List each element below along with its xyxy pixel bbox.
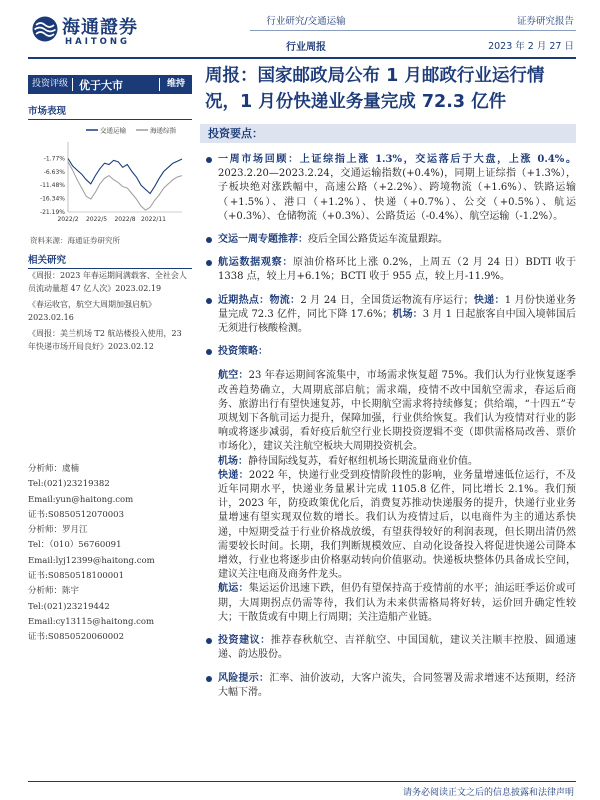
strategy-text: 集运运价迅速下跌，但仍有望保持高于疫情前的水平；油运旺季运价或可期，大周期拐点仍需等待，我们认为未来供需格局将好转，运价回升确定性较大；干散货或有中期上行周期；关注造船产业链。 [218,583,577,623]
y-tick-label: -21.19% [39,209,65,216]
analyst-email: Email:lyj12399@haitong.com [28,555,155,566]
bullet-dot-icon [206,638,212,644]
hotspot-label: 快递： [473,294,505,306]
analyst-email: Email:cy13115@haitong.com [28,616,155,627]
x-tick-label: 2022/5 [85,216,108,223]
report-date: 2023 年 2 月 27 日 [488,41,574,52]
hotspot-text: 3 月 1 日起旅客自中国入境韩国后无须进行核酸检测。 [218,308,577,335]
rating-label: 投资评级 [28,78,73,91]
header-rule [28,57,576,59]
bullet-investment-advice [205,634,576,662]
report-title: 周报：国家邮政局公布 1 月邮政行业运行情况，1 月份快递业务量完成 72.3 亿件 [205,66,545,112]
strategy-label: 机场： [218,455,248,467]
legend-label-index: 海通综指 [150,126,176,135]
hotspot-text: 2 月 24 日，全国货运物流有序运行； [300,294,474,306]
related-title: 《周报：美兰机场 T2 航站楼投入使用，23 年快递市场开局良好》 [28,329,182,351]
analyst-block [28,584,192,645]
strategy-text: 静待国际线复苏，看好枢纽机场长期流量商业价值。 [248,455,478,467]
strategy-label: 航运： [218,583,249,595]
analyst-certificate: 证书:S0850512070003 [28,509,124,520]
related-date: 2023.02.16 [28,312,74,322]
header-thin-divider [250,30,576,31]
analyst-tel: Tel:(021)23219382 [28,479,110,490]
y-tick-label: -1.77% [43,155,65,163]
analyst-email: Email:yun@haitong.com [28,494,134,505]
bullet-market-review [205,153,576,224]
y-tick-label: -6.63% [43,168,65,176]
related-title: 《春运收官，航空大周期加强启航》 [28,300,156,309]
haitong-index-series-line [68,162,182,210]
analyst-name: 分析师：虞楠 [28,464,80,474]
bullet-dot-icon [206,157,212,163]
report-label: 证券研究报告 [516,16,574,27]
rating-action: 维持 [159,78,192,91]
strategy-paragraph-shipping [218,582,576,625]
bullet-label: 交运一周专题推荐： [218,234,308,246]
bullet-dot-icon [206,298,212,304]
chart-source-note: 资料来源：海通证券研究所 [30,236,120,245]
bullet-label: 近期热点： [218,294,270,306]
market-chart [28,118,188,230]
analyst-tel: Tel:(021)23219442 [28,601,110,612]
key-points-list [205,153,576,709]
related-title: 《周报：2023 年春运期间满载客、全社会人员流动量超 47 亿人次》 [28,271,187,293]
bullet-text: 2023.2.20—2023.2.24，交通运输指数(+0.4%)，同期上证综指（+1.3%），子板块绝对涨跌幅中，高速公路（+2.2%）、跨境物流（+1.6%）、铁路运输（+1.5%）、港口（+1.2%）、快递（+0.7%）、公交（+0.5%）、航运（+0.3%）、仓储物流（+0.3%）、公路货运（-0.4%）、航空运输（-1.2%）。 [218,168,576,222]
related-date: 2023.02.19 [115,283,162,293]
analyst-name: 分析师：罗月江 [28,525,88,536]
header-right [488,13,574,52]
bullet-shipping-data [205,256,576,284]
rating-value: 优于大市 [79,78,124,92]
bullet-risk-warning [205,672,576,700]
key-points-heading: 投资要点： [200,124,576,143]
related-research-item [28,328,192,353]
related-date: 2023.02.12 [108,341,154,351]
related-research-heading: 相关研究 [28,252,192,269]
analyst-certificate: 证书:S0850520060002 [28,632,124,643]
x-tick-label: 2022/11 [141,216,166,223]
strategy-paragraph-airport [218,455,576,469]
strategy-label: 航空： [218,370,249,382]
y-tick-label: -11.48% [39,182,65,190]
analyst-tel: Tel：（010）56760091 [28,540,122,551]
bullet-dot-icon [206,237,212,243]
strategy-paragraph-aviation [218,369,576,454]
hotspot-text: 1 月份快递业务量完成 72.3 亿件，同比下降 17.6%； [218,294,577,320]
related-research-item [28,299,192,324]
bullet-text: 推荐春秋航空、吉祥航空、中国国航，建议关注顺丰控股、圆通速递、韵达股份。 [218,635,577,661]
bullet-dot-icon [206,260,212,266]
bullet-dot-icon [206,349,212,355]
bullet-text: 汇率、油价波动，大客户流失，合同签署及需求增速不达预期，经济大幅下滑。 [218,672,577,698]
related-research-item [28,270,192,295]
hotspot-label: 机场： [392,308,423,320]
strategy-label: 快递： [218,469,249,481]
bullet-label: 一周市场回顾：上证综指上涨 1.3%，交运落后于大盘，上涨 0.4%。 [218,154,576,165]
analyst-certificate: 证书:S0850518100001 [28,571,124,582]
bullet-label: 航运数据观察： [218,257,294,269]
hotspot-label: 物流： [269,294,301,306]
footer-disclaimer: 请务必阅读正文之后的信息披露和法律声明 [402,788,574,798]
report-category: 行业研究/交通运输 [266,16,346,27]
strategy-text: 2022 年，快递行业受到疫情阶段性的影响，业务量增速低位运行，不及近年同期水平，快递业务量累计完成 1105.8 亿件，同比增长 2.1%。我们预计，2023 年，防疫政策优化后，消费复苏推动快递服务的提升，快递行业业务量增速有望实现双位数的增长。我们认为疫情过后，以电商件为主的通达系快递，中短期受益于行业价格战放缓，有望获得较好的利润表现，但长期出清仍然需要较长时间。长期，我们判断规模效应、自动化设备投入将促进快递公司降本增效，行业也将逐步由价格驱动转向价值驱动。快递板块整体仍具备成长空间，建议关注电商及商务件龙头。 [218,469,577,581]
bullet-investment-strategy [205,345,576,625]
analyst-block [28,523,192,584]
report-type: 行业周报 [286,42,326,53]
header-center [236,13,376,53]
strategy-text: 23 年春运期间客流集中，市场需求恢复超 75%。我们认为行业恢复逐季改善趋势确立，大周期底部启航；需求端，疫情不改中国航空需求，春运后商务、旅游出行有望快速复苏，中长期航空需求将持续修复；供给端，“十四五”专项规划下各航司运力提升，保障加强，行业供给恢复。我们认为疫情对行业的影响或将逐步减弱，看好疫后航空行业长期投资逻辑不变（即供需格局改善、票价市场化），建议关注航空板块大周期投资机会。 [218,370,576,453]
bullet-label: 风险提示： [218,672,270,684]
market-performance-heading: 市场表现 [28,103,192,120]
investment-rating-banner [28,75,192,94]
bullet-text: 原油价格环比上涨 0.2%，上周五（2 月 24 日）BDTI 收于 1338 点，较上月+6.1%；BCTI 收于 955 点，较上月-11.9%。 [218,257,576,283]
analyst-contacts [28,462,192,646]
analyst-block [28,462,192,523]
footer-rule [28,781,576,782]
transport-series-line [68,159,182,194]
logo-english-name: HAITONG [65,37,130,47]
related-research-list [28,270,192,357]
haitong-logo [32,12,144,50]
bullet-dot-icon [206,676,212,682]
x-tick-label: 2022/8 [114,216,136,223]
strategy-paragraph-express [218,469,576,583]
haitong-logo-icon [32,14,58,44]
bullet-recent-hotspots [205,294,576,337]
bullet-weekly-topic [205,233,576,247]
bullet-label: 投资建议： [218,635,271,647]
y-tick-label: -16.34% [39,195,65,203]
x-tick-label: 2022/2 [57,216,79,223]
bullet-label: 投资策略： [218,346,268,358]
logo-chinese-name: 海通證券 [62,17,138,38]
bullet-text: 疫后全国公路货运车流量跟踪。 [308,234,448,246]
analyst-name: 分析师：陈宇 [28,586,80,597]
legend-label-transport: 交通运输 [100,126,126,135]
